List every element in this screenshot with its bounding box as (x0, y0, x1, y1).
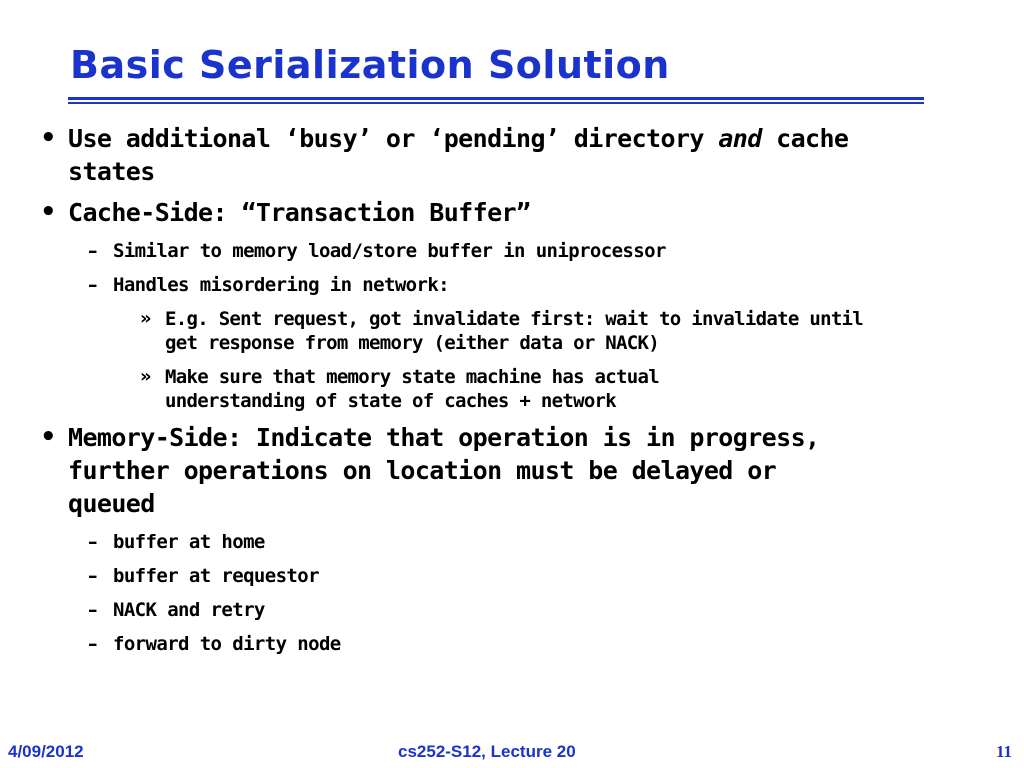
bullet-marker: – (88, 531, 98, 553)
bullet-text-line: Handles misordering in network: (113, 274, 450, 296)
bullet-text-line: Similar to memory load/store buffer in uniprocessor (113, 240, 666, 262)
bullet-text-line: Make sure that memory state machine has actual (165, 366, 659, 388)
bullet-text-line: Memory-Side: Indicate that operation is in progress, (68, 423, 820, 452)
footer-course: cs252-S12, Lecture 20 (398, 742, 576, 761)
footer-page-number: 11 (995, 742, 1012, 761)
bullet-marker: • (40, 422, 57, 452)
title-rule-thick (68, 97, 924, 100)
footer-date: 4/09/2012 (8, 742, 84, 761)
slide-title: Basic Serialization Solution (70, 43, 670, 87)
bullet-marker: – (88, 599, 98, 621)
title-rule-thin (68, 102, 924, 104)
bullet-marker: » (140, 308, 152, 329)
bullet-marker: – (88, 565, 98, 587)
bullet-marker: – (88, 274, 98, 296)
bullet-marker: – (88, 633, 98, 655)
bullet-text-line: E.g. Sent request, got invalidate first: wait to invalidate until (165, 308, 864, 330)
bullet-text-line: buffer at home (113, 531, 265, 553)
bullet-text-line: understanding of state of caches + network (165, 390, 617, 412)
bullet-text-line: Cache-Side: “Transaction Buffer” (68, 198, 531, 227)
bullet-text-line: queued (68, 489, 155, 518)
bullet-marker: • (40, 197, 57, 227)
bullet-marker: • (40, 123, 57, 153)
bullet-text-line: Use additional ‘busy’ or ‘pending’ directory and cache (68, 124, 849, 153)
bullet-marker: – (88, 240, 98, 262)
bullet-text-line: get response from memory (either data or NACK) (165, 332, 659, 354)
bullet-text-line: buffer at requestor (113, 565, 319, 587)
bullet-text-line: states (68, 157, 155, 186)
bullet-text-line: NACK and retry (113, 599, 265, 621)
bullet-text-line: further operations on location must be delayed or (68, 456, 777, 485)
bullet-text-line: forward to dirty node (113, 633, 341, 655)
bullet-marker: » (140, 366, 152, 387)
